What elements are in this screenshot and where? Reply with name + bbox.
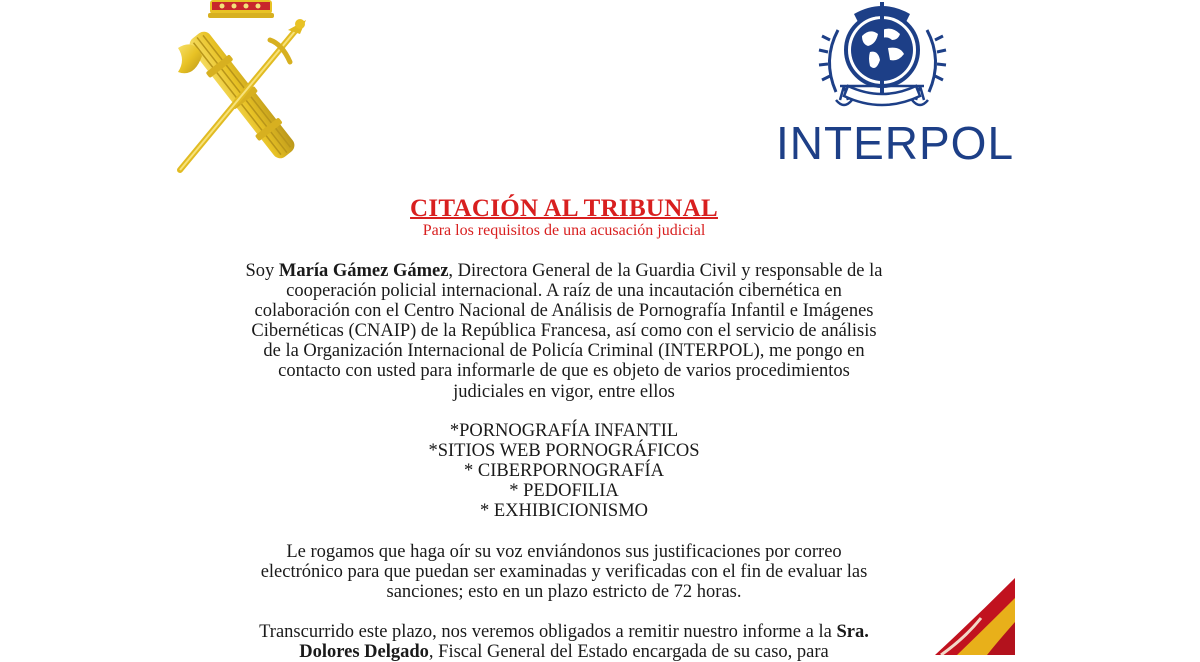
intro-paragraph bbox=[245, 261, 883, 402]
request-paragraph: Le rogamos que haga oír su voz enviándonos sus justificaciones por correo electrónico para que puedan ser examinadas y verificadas con el fin de evaluar las sanciones; esto en un plazo estricto de 72 horas. bbox=[260, 542, 868, 603]
intro-prefix: Soy bbox=[245, 261, 279, 281]
charge-item: * EXHIBICIONISMO bbox=[479, 501, 649, 522]
charges-list bbox=[245, 421, 883, 521]
charge-item: * PEDOFILIA bbox=[509, 481, 619, 502]
charge-item: *PORNOGRAFÍA INFANTIL bbox=[449, 421, 679, 441]
spanish-flag-fragment bbox=[935, 578, 1015, 655]
deadline-rest: , Fiscal General del Estado encargada de su caso, para bbox=[428, 642, 829, 662]
prosecutor-name: Sra. Dolores Delgado bbox=[299, 622, 869, 662]
director-name: María Gámez Gámez bbox=[278, 261, 449, 281]
page-subtitle: Para los requisitos de una acusación judicial bbox=[422, 222, 706, 239]
interpol-wordmark: INTERPOL bbox=[776, 117, 1015, 169]
intro-text: , Directora General de la Guardia Civil y responsable de la cooperación policial internacional. A raíz de una incautación cibernética en colaboración con el Centro Nacional de Análisis de Pornografía Infantil e Imágenes Cibernéticas (CNAIP) de la República Francesa, así como con el servicio de análisis de la Organización Internacional de Policía Criminal (INTERPOL), me pongo en contacto con usted para informarle de que es objeto de varios procedimientos judiciales en vigor, entre ellos bbox=[251, 261, 883, 402]
charge-item: *SITIOS WEB PORNOGRÁFICOS bbox=[428, 441, 700, 462]
page-title: CITACIÓN AL TRIBUNAL bbox=[410, 195, 718, 222]
deadline-paragraph bbox=[245, 622, 883, 662]
charge-item: * CIBERPORNOGRAFÍA bbox=[464, 461, 664, 482]
deadline-text: Transcurrido este plazo, nos veremos obligados a remitir nuestro informe a la bbox=[259, 622, 832, 642]
guardia-civil-emblem bbox=[172, 0, 312, 176]
crown-icon bbox=[208, 0, 274, 18]
